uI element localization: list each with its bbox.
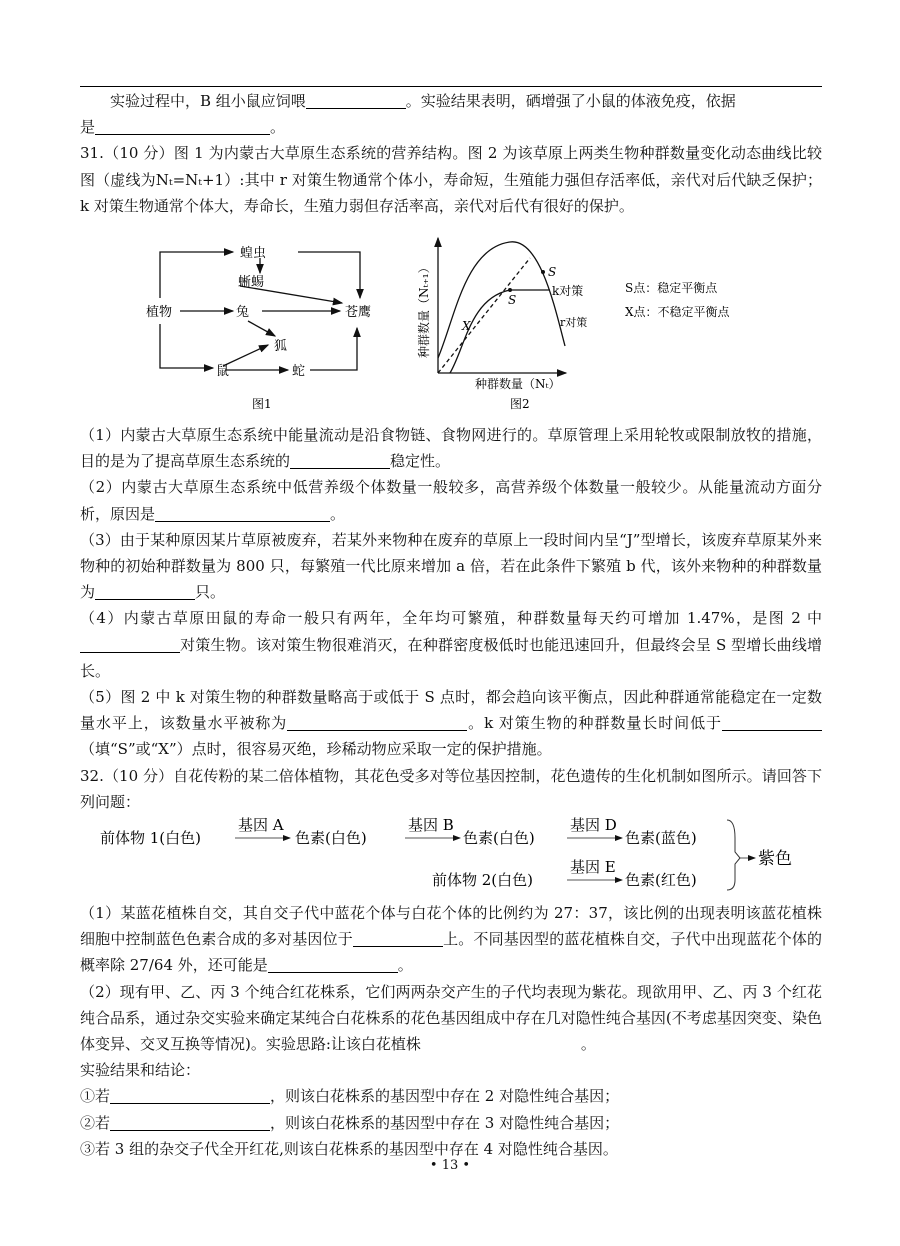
- label-s-k: S: [508, 293, 517, 307]
- legend-x: X点：不稳定平衡点: [625, 305, 730, 319]
- text: 稳定性。: [390, 452, 451, 471]
- pigment-blue: 色素(蓝色): [625, 829, 697, 847]
- text: 对策生物。该对策生物很难消灭，在种群密度极低时也能迅速回升，但最终会呈 S 型增长曲线增长。: [80, 635, 822, 680]
- paragraph: [80, 422, 822, 474]
- label-s-r: S: [548, 265, 557, 279]
- text: 实验结果和结论：: [80, 1061, 201, 1080]
- question-31-subquestions: [80, 422, 822, 815]
- answer-blank[interactable]: [722, 714, 822, 731]
- legend-s: S点：稳定平衡点: [625, 281, 718, 295]
- text: ，则该白花株系的基因型中存在 3 对隐性纯合基因；: [270, 1113, 620, 1132]
- answer-blank[interactable]: [110, 1087, 270, 1104]
- text: 。: [270, 118, 286, 137]
- text: （1）某蓝花植株自交，其自交子代中蓝花个体与白花个体的比例约为 27：37，该比例的出现表明该蓝花植株细胞中控制蓝色色素合成的多对基因位于: [80, 904, 822, 949]
- point-s-k: [508, 288, 512, 292]
- text: （4）内蒙古草原田鼠的寿命一般只有两年，全年均可繁殖，种群数量每天约可增加 1.47%，是图 2 中: [80, 609, 822, 628]
- text: 32.（10 分）自花传粉的某二倍体植物，其花色受多对等位基因控制，花色遗传的生化机制如图所示。请回答下列问题：: [80, 766, 822, 811]
- paragraph: [80, 1083, 822, 1109]
- result-purple: 紫色: [758, 849, 792, 869]
- gene-d: 基因 D: [570, 816, 617, 834]
- precursor-2: 前体物 2(白色): [432, 871, 534, 889]
- figure-1-food-web: [140, 228, 380, 413]
- text: 。: [397, 956, 413, 975]
- paragraph: [80, 140, 822, 219]
- answer-blank[interactable]: [80, 636, 180, 653]
- pigment-white-2: 色素(白色): [463, 829, 535, 847]
- precursor-1: 前体物 1(白色): [100, 829, 202, 847]
- answer-blank[interactable]: [95, 583, 195, 600]
- figure-2-population-curves: [370, 228, 790, 413]
- text: ①若: [80, 1087, 111, 1106]
- answer-blank[interactable]: [287, 714, 467, 731]
- text: ②若: [80, 1113, 111, 1132]
- text: （5）图 2 中 k 对策生物的种群数量略高于或低于 S 点时，都会趋向该平衡点，因此种群通常能稳定在一定数量水平上，该数量水平被称为: [80, 688, 822, 733]
- node-locust: 蝗虫: [240, 246, 267, 261]
- paragraph: [80, 605, 822, 684]
- text: （2）现有甲、乙、丙 3 个纯合红花株系，它们两两杂交产生的子代均表现为紫花。现欲用甲、乙、丙 3 个红花纯合品系，通过杂交实验来确定某纯合白花株系的花色基因组成中存在几对隐性纯合基因(不考虑基因突变、染色体变异、交叉互换等情况)。实验思路:让该白花植株: [80, 982, 822, 1054]
- text: （3）由于某种原因某片草原被废弃，若某外来物种在废弃的草原上一段时间内呈“J”型增长，该废弃草原某外来物种的初始种群数量为 800 只，每繁殖一代比原来增加 a 倍，若在此条件下繁殖 b 代，该外来物种的种群数量为: [80, 530, 822, 602]
- pigment-white-1: 色素(白色): [295, 829, 367, 847]
- paragraph: [80, 474, 822, 526]
- paragraph: [80, 684, 822, 763]
- header-rule: [80, 86, 822, 87]
- label-k-strategy: k对策: [552, 284, 584, 298]
- text: 。实验结果表明，硒增强了小鼠的体液免疫，依据: [405, 92, 736, 110]
- answer-blank[interactable]: [268, 956, 398, 973]
- paragraph: [80, 88, 822, 114]
- paragraph: [80, 979, 822, 1058]
- question-31-intro: [80, 88, 822, 219]
- pigment-red: 色素(红色): [625, 871, 697, 889]
- node-rabbit: 兔: [236, 305, 250, 320]
- text: 只。: [195, 583, 226, 602]
- node-snake: 蛇: [292, 364, 306, 379]
- node-fox: 狐: [274, 339, 288, 354]
- answer-blank[interactable]: [290, 452, 390, 469]
- x-axis-label: 种群数量（Nₜ）: [475, 377, 561, 391]
- page-number: • 13 •: [429, 1158, 471, 1173]
- paragraph: [80, 1057, 822, 1083]
- node-eagle: 苍鹰: [345, 305, 372, 320]
- node-plant: 植物: [146, 305, 173, 320]
- text: 上。不同基因型的蓝花植株自交，子代中出现蓝花个体的概率除 27/64 外，还可能是: [80, 930, 822, 975]
- text: 31.（10 分）图 1 为内蒙古大草原生态系统的营养结构。图 2 为该草原上两类生物种群数量变化动态曲线比较图（虚线为Nₜ=Nₜ+1）:其中 r 对策生物通常个体小，寿命短，生殖能力强但存活率低，亲代对后代缺乏保护；k 对策生物通常个体大，寿命长，生殖力弱但存活率高，亲代对后代有很好的保护。: [80, 144, 822, 215]
- text: （1）内蒙古大草原生态系统中能量流动是沿食物链、食物网进行的。草原管理上采用轮牧或限制放牧的措施，目的是为了提高草原生态系统的: [80, 426, 822, 471]
- text: 。k 对策生物的种群数量长时间低于: [467, 714, 722, 733]
- text: 。: [330, 504, 346, 523]
- point-s-r: [541, 270, 545, 274]
- paragraph: [80, 114, 822, 140]
- paragraph: [80, 1110, 822, 1136]
- gene-e: 基因 E: [570, 858, 616, 876]
- question-32-subquestions: [80, 900, 822, 1162]
- node-lizard: 蜥蜴: [238, 275, 265, 290]
- answer-blank[interactable]: [353, 930, 443, 947]
- paragraph: [80, 527, 822, 606]
- text: 。: [580, 1035, 596, 1054]
- answer-blank[interactable]: [306, 92, 406, 109]
- text: （2）内蒙古大草原生态系统中低营养级个体数量一般较多，高营养级个体数量一般较少。从能量流动方面分析，原因是: [80, 478, 822, 523]
- label-r-strategy: r对策: [560, 316, 588, 329]
- text: ，则该白花株系的基因型中存在 2 对隐性纯合基因；: [270, 1087, 620, 1106]
- figure-2-caption: 图2: [510, 397, 530, 411]
- figure-1-caption: 图1: [252, 397, 272, 411]
- answer-blank[interactable]: [155, 505, 330, 522]
- text: （填“S”或“X”）点时，很容易灭绝，珍稀动物应采取一定的保护措施。: [80, 740, 552, 759]
- gene-b: 基因 B: [408, 816, 454, 834]
- text: 实验过程中，B 组小鼠应饲喂: [110, 92, 306, 110]
- gene-a: 基因 A: [238, 816, 284, 834]
- answer-blank[interactable]: [95, 118, 270, 135]
- paragraph: [80, 763, 822, 815]
- paragraph: [80, 900, 822, 979]
- node-mouse: 鼠: [216, 364, 230, 379]
- answer-blank[interactable]: [110, 1114, 270, 1131]
- label-x: X: [462, 319, 471, 333]
- y-axis-label: 种群数量（Nₜ₊₁）: [417, 261, 431, 358]
- text: 是: [80, 118, 96, 137]
- flower-color-pathway: [90, 810, 810, 895]
- text: ③若 3 组的杂交子代全开红花,则该白花株系的基因型中存在 4 对隐性纯合基因。: [80, 1139, 618, 1158]
